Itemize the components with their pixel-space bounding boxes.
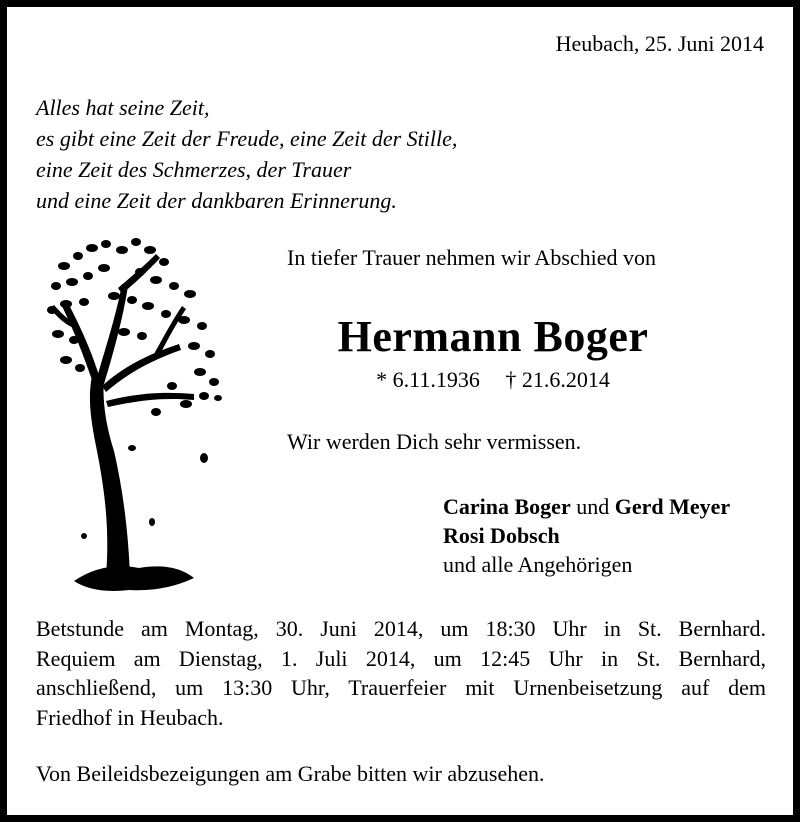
tree-icon	[44, 236, 224, 602]
mourner-name: Rosi Dobsch	[443, 523, 560, 548]
poem	[36, 92, 457, 216]
place-date: Heubach, 25. Juni 2014	[555, 31, 764, 56]
mourner-name: Gerd Meyer	[614, 494, 731, 519]
mourner-line-2	[443, 521, 730, 550]
life-dates	[287, 367, 699, 393]
mourner-others: und alle Angehörigen	[443, 552, 633, 577]
death-date: † 21.6.2014	[505, 367, 610, 392]
mourner-name: Carina Boger	[443, 494, 571, 519]
service-line: Betstunde am Montag, 30. Juni 2014, um 18:30 Uhr in St. Bernhard.	[36, 616, 766, 641]
poem-line: Alles hat seine Zeit,	[36, 95, 210, 120]
service-details	[36, 614, 766, 732]
poem-line: und eine Zeit der dankbaren Erinnerung.	[36, 188, 397, 213]
mourner-line-1	[443, 492, 730, 521]
service-line: Requiem am Dienstag, 1. Juli 2014, um 12:45 Uhr in St. Bernhard,	[36, 645, 766, 671]
poem-line: eine Zeit des Schmerzes, der Trauer	[36, 157, 352, 182]
mourners	[443, 492, 730, 579]
poem-line: es gibt eine Zeit der Freude, eine Zeit der Stille,	[36, 126, 458, 151]
service-line: Friedhof in Heubach.	[36, 704, 224, 730]
birth-date: * 6.11.1936	[376, 367, 480, 392]
deceased-name: Hermann Boger	[337, 312, 649, 361]
intro-text: In tiefer Trauer nehmen wir Abschied von	[287, 245, 657, 270]
service-line: anschließend, um 13:30 Uhr, Trauerfeier mit Urnenbeisetzung auf dem	[36, 675, 766, 700]
mourner-connector: und	[576, 494, 610, 519]
closing-note: Von Beileidsbezeigungen am Grabe bitten wir abzusehen.	[36, 761, 545, 786]
farewell-text: Wir werden Dich sehr vermissen.	[287, 429, 582, 454]
